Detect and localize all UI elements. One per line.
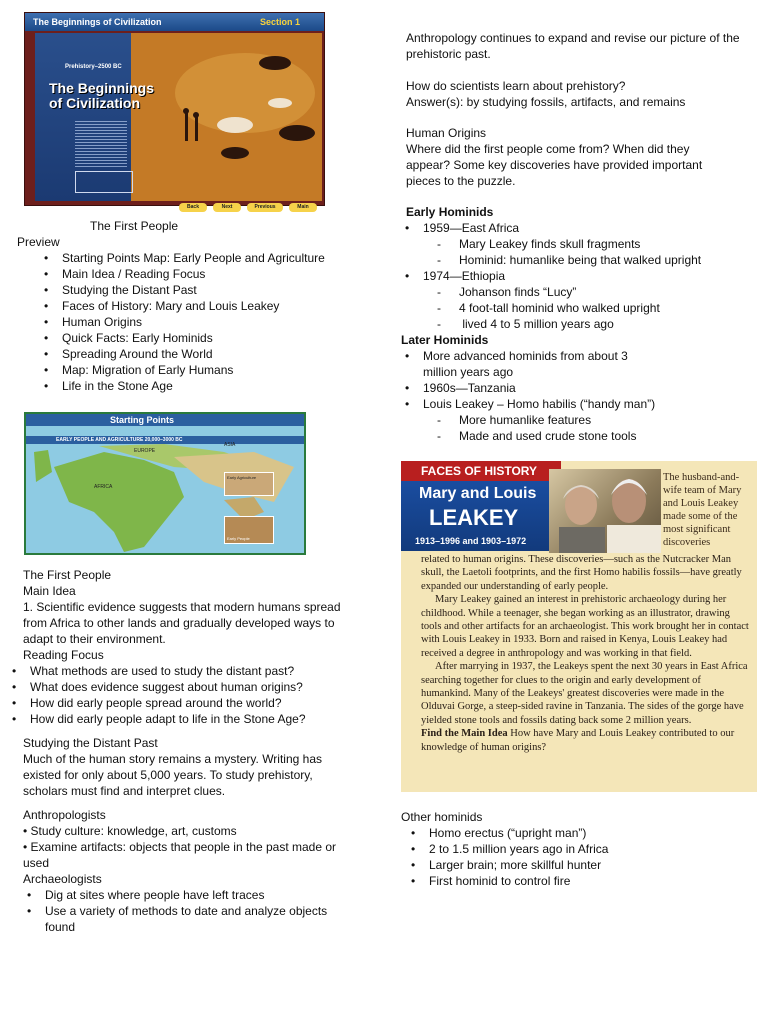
human-origins-label: Human Origins	[406, 126, 487, 140]
slide-back-button[interactable]: Back	[179, 203, 207, 212]
archaeologists-item: • Dig at sites where people have left traces	[23, 887, 353, 903]
faces-name-line1: Mary and Louis	[419, 485, 537, 502]
main-idea-text: 1. Scientific evidence suggests that modern humans spread from Africa to other lands and gradually developed ways to adapt to their environment.	[23, 600, 341, 646]
reading-focus-item: • What does evidence suggest about human origins?	[8, 679, 368, 695]
find-main-idea-label: Find the Main Idea	[421, 728, 508, 740]
map-title: Starting Points	[110, 415, 175, 425]
archaeologists-item: • Use a variety of methods to date and analyze objects found	[23, 903, 353, 935]
slide-previous-button[interactable]: Previous	[247, 203, 283, 212]
later-hominids-list	[401, 348, 751, 444]
faces-intro-text: The husband-and-wife team of Mary and Louis Leakey made some of the most significant discoveries	[663, 472, 742, 548]
map-label-europe: EUROPE	[134, 448, 156, 454]
later-hominids-subitem: - Made and used crude stone tools	[401, 428, 751, 444]
slide-next-button[interactable]: Next	[213, 203, 241, 212]
preview-item: • Starting Points Map: Early People and Agriculture	[40, 250, 370, 266]
slide-chapter-range: Prehistory–2500 BC	[65, 64, 122, 70]
anthropologists-item: • Study culture: knowledge, art, customs	[23, 824, 237, 838]
slide-nav	[135, 203, 321, 213]
faces-tab: FACES OF HISTORY	[401, 461, 561, 481]
early-hominids-item: • 1974—Ethiopia	[401, 268, 751, 284]
other-hominids-item: • Homo erectus (“upright man”)	[407, 825, 737, 841]
faces-dates: 1913–1996 and 1903–1972	[415, 536, 527, 546]
slide-title	[49, 81, 169, 111]
slide-banner	[25, 13, 324, 31]
map-inset-agriculture	[224, 472, 274, 496]
map-inset-people-label: Early People	[227, 536, 250, 541]
leakey-portrait-art	[549, 469, 661, 553]
other-hominids-item: • 2 to 1.5 million years ago in Africa	[407, 841, 737, 857]
archaeologists-list	[23, 887, 353, 935]
preview-item: • Studying the Distant Past	[40, 282, 370, 298]
slide-title-line1: The Beginnings	[49, 80, 154, 96]
early-hominids-subitem: - Hominid: humanlike being that walked upright	[401, 252, 751, 268]
anthropologists-list	[23, 823, 363, 871]
map-inset-people	[224, 516, 274, 544]
preview-list	[40, 250, 370, 394]
faces-name-banner	[401, 481, 549, 551]
preview-item: • Life in the Stone Age	[40, 378, 370, 394]
reading-focus-item: • How did early people spread around the world?	[8, 695, 368, 711]
early-hominids-label: Early Hominids	[406, 205, 494, 219]
early-hominids-item: • 1959—East Africa	[401, 220, 751, 236]
map-subtitle: EARLY PEOPLE AND AGRICULTURE 20,000–3000 BC	[56, 437, 183, 443]
map-label-asia: ASIA	[224, 442, 236, 448]
later-hominids-label: Later Hominids	[401, 333, 489, 347]
later-hominids-item: • 1960s—Tanzania	[401, 380, 751, 396]
reading-focus-item: • What methods are used to study the distant past?	[8, 663, 368, 679]
preview-item: • Map: Migration of Early Humans	[40, 362, 370, 378]
slide-title-line2: of Civilization	[49, 95, 140, 111]
faces-paragraph: Mary Leakey gained an interest in prehistoric archaeology during her childhood. While a teenager, she began working as an illustrator, drawing tools and other artifacts for an archaeologist. This work brought her in contact with Louis Leakey in 1933. Born and raised in Kenya, Louis Leakey had received a degree in anthropology and was working in that field.	[421, 594, 749, 659]
leakey-photo	[549, 469, 661, 553]
main-idea-label: Main Idea	[23, 584, 76, 598]
slide-body-text	[75, 121, 127, 167]
later-hominids-item: • More advanced hominids from about 3 million years ago	[401, 348, 653, 380]
preview-item: • Quick Facts: Early Hominids	[40, 330, 370, 346]
intro-text: Anthropology continues to expand and revise our picture of the prehistoric past.	[406, 31, 740, 61]
other-hominids-label: Other hominids	[401, 810, 483, 824]
other-hominids-list	[407, 825, 737, 889]
first-people-heading: The First People	[23, 568, 112, 582]
anthropologists-item: • Examine artifacts: objects that people in the past made or used	[23, 840, 337, 870]
early-hominids-subitem: - Mary Leakey finds skull fragments	[401, 236, 751, 252]
reading-focus-item: • How did early people adapt to life in the Stone Age?	[8, 711, 368, 727]
map-label-africa: AFRICA	[94, 484, 113, 490]
slide-banner-section: Section 1	[259, 17, 300, 27]
later-hominids-item: • Louis Leakey – Homo habilis (“handy man”)	[401, 396, 751, 412]
starting-points-map	[24, 412, 306, 555]
prehistory-answer: Answer(s): by studying fossils, artifacts, and remains	[406, 95, 686, 109]
early-hominids-subitem: - Johanson finds “Lucy”	[401, 284, 751, 300]
preview-item: • Spreading Around the World	[40, 346, 370, 362]
preview-label: Preview	[17, 235, 60, 249]
slide-image	[24, 12, 325, 210]
preview-item: • Main Idea / Reading Focus	[40, 266, 370, 282]
faces-body	[421, 553, 751, 754]
slide-main-button[interactable]: Main	[289, 203, 317, 212]
early-hominids-subitem: - lived 4 to 5 million years ago	[401, 316, 751, 332]
early-hominids-list	[401, 220, 751, 332]
later-hominids-subitem: - More humanlike features	[401, 412, 751, 428]
preview-item: • Faces of History: Mary and Louis Leakey	[40, 298, 370, 314]
early-hominids-subitem: - 4 foot-tall hominid who walked upright	[401, 300, 751, 316]
other-hominids-item: • First hominid to control fire	[407, 873, 737, 889]
reading-focus-label: Reading Focus	[23, 648, 104, 662]
distant-past-heading: Studying the Distant Past	[23, 736, 158, 750]
reading-focus-list	[8, 663, 368, 727]
faces-of-history-image	[401, 461, 757, 792]
map-inset-agriculture-label: Early Agriculture	[227, 475, 257, 480]
slide-panel	[35, 33, 322, 210]
faces-paragraph: After marrying in 1937, the Leakeys spent the next 30 years in East Africa searching together for clues to the origin and early development of humankind. Many of the Leakeys' greatest discoveries were made in the Olduvai Gorge, a steep-sided ravine in Tanzania. The sides of the gorge have yielded stone tools and fossils dating back some 2 million years.	[421, 661, 748, 726]
archaeologists-label: Archaeologists	[23, 872, 102, 886]
find-main-idea-text: How have Mary and Louis Leakey contributed to our knowledge of human origins?	[421, 728, 735, 753]
anthropologists-label: Anthropologists	[23, 808, 106, 822]
faces-name-line2: LEAKEY	[429, 505, 519, 530]
other-hominids-item: • Larger brain; more skillful hunter	[407, 857, 737, 873]
human-origins-text: Where did the first people come from? When did they appear? Some key discoveries have provided important pieces to the puzzle.	[406, 142, 703, 188]
faces-paragraph: related to human origins. These discoveries—such as the Nutcracker Man skull, the Laetoli footprints, and the first Homo habilis fossils—have greatly expanded our understanding of early people.	[421, 554, 742, 592]
preview-item: • Human Origins	[40, 314, 370, 330]
slide-theme-box	[75, 171, 133, 193]
first-people-title: The First People	[90, 219, 179, 233]
prehistory-question: How do scientists learn about prehistory?	[406, 79, 626, 93]
distant-past-text: Much of the human story remains a mystery. Writing has existed for only about 5,000 years. To study prehistory, scholars must find and interpret clues.	[23, 752, 322, 798]
slide-banner-title: The Beginnings of Civilization	[33, 17, 162, 27]
